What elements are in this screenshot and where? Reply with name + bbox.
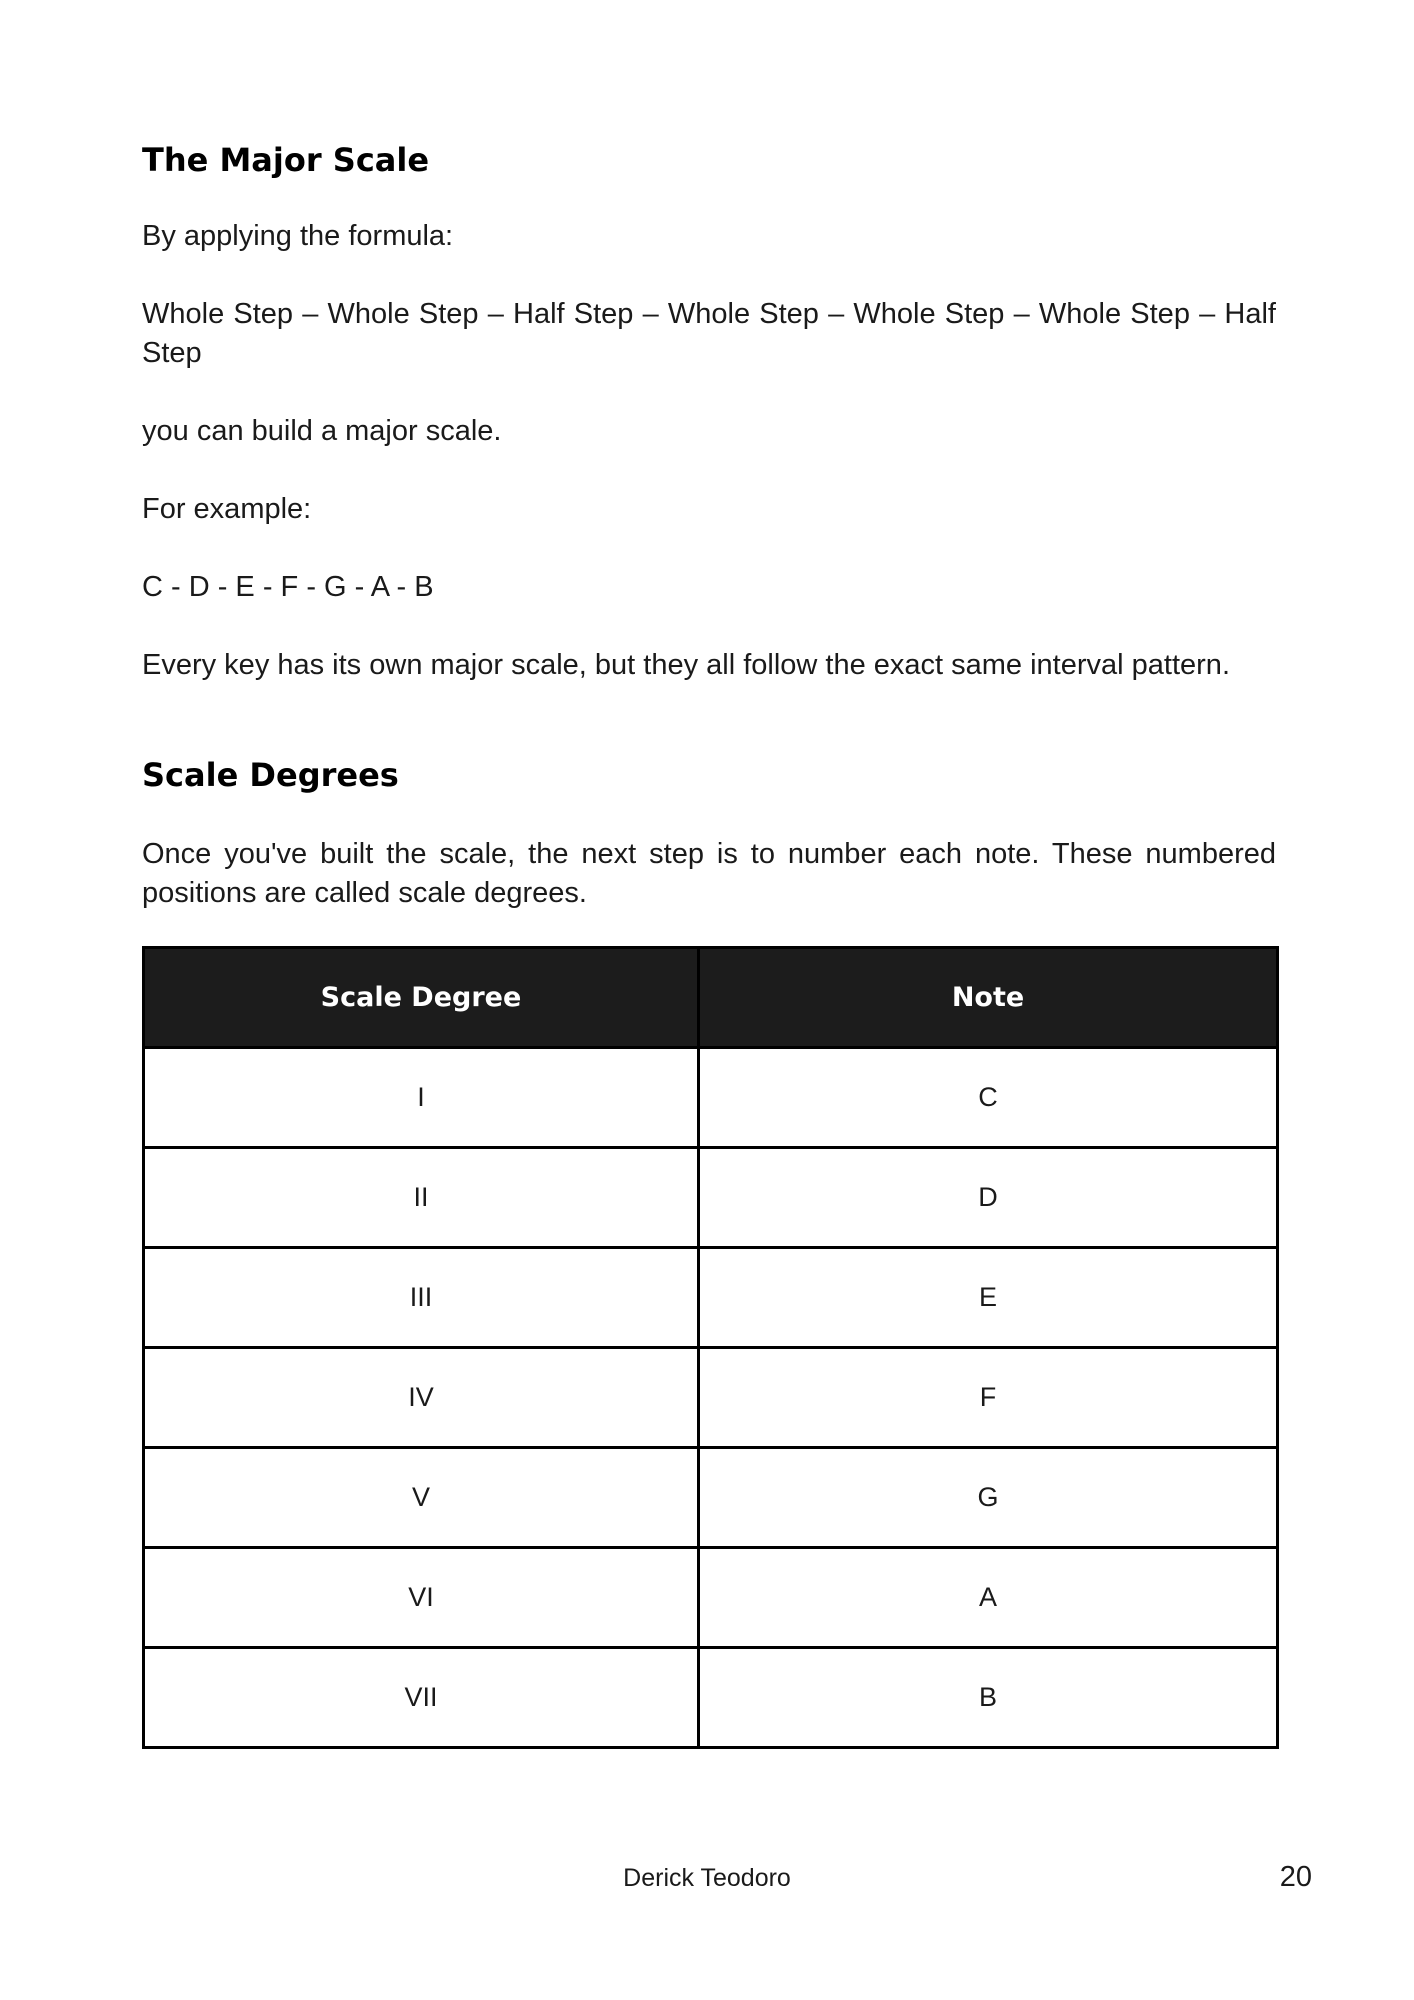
example-label: For example: (142, 493, 312, 525)
note-cell: F (699, 1348, 1278, 1448)
note-cell: G (699, 1448, 1278, 1548)
table-row (144, 1148, 1278, 1248)
table-row (144, 1548, 1278, 1648)
table-row (144, 1448, 1278, 1548)
degree-cell: IV (144, 1348, 699, 1448)
scale-degrees-text: Once you've built the scale, the next step is to number each note. These numbered positions are called scale degrees. (142, 838, 1276, 909)
degree-cell: III (144, 1248, 699, 1348)
page-number: 20 (1279, 1861, 1312, 1893)
note-cell: D (699, 1148, 1278, 1248)
table-header-row (144, 948, 1278, 1048)
header-scale-degree: Scale Degree (144, 948, 699, 1048)
build-scale-text: you can build a major scale. (142, 415, 502, 447)
interval-pattern-text: Every key has its own major scale, but they all follow the exact same interval pattern. (142, 649, 1230, 681)
note-cell: A (699, 1548, 1278, 1648)
major-scale-heading: The Major Scale (142, 141, 430, 179)
degree-cell: II (144, 1148, 699, 1248)
formula-text: Whole Step – Whole Step – Half Step – Whole Step – Whole Step – Whole Step – Half Step (142, 298, 1276, 369)
note-cell: E (699, 1248, 1278, 1348)
scale-degree-table (142, 946, 1279, 1749)
degree-cell: I (144, 1048, 699, 1148)
degree-cell: V (144, 1448, 699, 1548)
table-row (144, 1248, 1278, 1348)
table-row (144, 1048, 1278, 1148)
example-scale-text: C - D - E - F - G - A - B (142, 571, 434, 603)
note-cell: C (699, 1048, 1278, 1148)
table-row (144, 1348, 1278, 1448)
note-cell: B (699, 1648, 1278, 1748)
degree-cell: VII (144, 1648, 699, 1748)
scale-degrees-heading: Scale Degrees (142, 756, 399, 794)
footer-author: Derick Teodoro (623, 1864, 791, 1892)
table-row (144, 1648, 1278, 1748)
header-note: Note (699, 948, 1278, 1048)
formula-intro-text: By applying the formula: (142, 220, 454, 252)
degree-cell: VI (144, 1548, 699, 1648)
page-content (142, 140, 1276, 1749)
